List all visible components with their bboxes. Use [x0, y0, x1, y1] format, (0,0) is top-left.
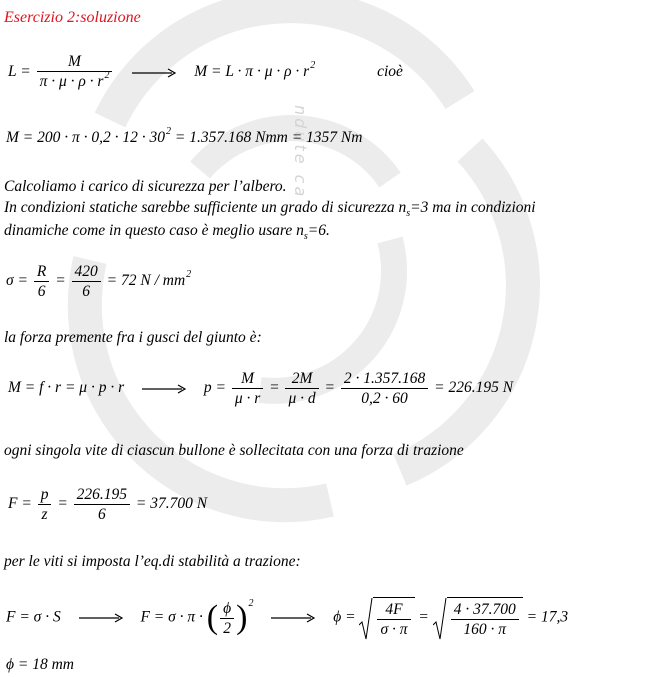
eq1-num: M — [37, 52, 113, 72]
arrow-icon — [79, 613, 123, 623]
equation-1 — [8, 52, 403, 93]
eq1-rhs: M = L · π · μ · ρ · r — [194, 63, 310, 81]
page-title: Esercizio 2:soluzione — [4, 9, 141, 26]
eq5-lhs: F = — [8, 495, 32, 513]
arrow-icon — [271, 613, 315, 623]
eq3-fraction-1: $\frac{R}{6}$ — [34, 262, 49, 301]
eq6-mid: F = σ · π · — [140, 608, 203, 626]
eq4-fraction-3: $\frac{2 \cdot 1.357.168}{0,2 \cdot 60}$ — [341, 369, 428, 408]
arrow-icon — [132, 68, 176, 78]
eq6-phi: ϕ = — [333, 608, 356, 626]
para1-line1: Calcoliamo i carico di sicurezza per l’albero. — [4, 178, 287, 195]
eq6-left: F = σ · S — [6, 608, 61, 626]
sqrt-1: $\frac{4F}{\sigma \cdot \pi}$ — [359, 597, 414, 639]
equation-6: F = σ · S F = σ · π · ( $\frac{\phi}{2}$ )$^2$ ϕ = $\frac{4F}{\sigma \cdot \pi}$ = $\frac{4 \cdot 37.700}{160 \cdot \pi}$ = 17,3 — [6, 597, 569, 638]
eq3-rhs: = 72 N / mm — [106, 272, 186, 290]
eq1-lhs: L = — [8, 63, 31, 81]
eq1-den: $\pi \cdot \mu \cdot \rho \cdot r^2$ — [39, 70, 110, 90]
text-force: la forza premente fra i gusci del giunto è: — [4, 329, 262, 346]
equation-3: σ = $\frac{R}{6}$ = $\frac{420}{6}$ = 72 N / $mm^2$ — [6, 263, 192, 300]
para1-line2: In condizioni statiche sarebbe sufficiente un grado di sicurezza $n_s=3$ ma in condizioni — [4, 199, 536, 219]
eq4-left: M = f · r = μ · p · r — [8, 379, 125, 397]
arrow-icon — [142, 384, 186, 394]
text-bolt: ogni singola vite di ciascun bullone è sollecitata con una forza di trazione — [4, 442, 464, 459]
eq1-rhs-exp: 2 — [310, 60, 316, 72]
eq5-fraction-2: $\frac{226.195}{6}$ — [74, 485, 130, 524]
eq3-fraction-2: $\frac{420}{6}$ — [72, 262, 101, 301]
equation-2 — [6, 126, 363, 147]
eq3-lhs: σ = — [6, 272, 28, 290]
equation-4: M = f · r = μ · p · r p = $\frac{M}{\mu \cdot r}$ = $\frac{2M}{\mu \cdot d}$ = $\frac{2 \cdot 1.357.168}{0,2 \cdot 60}$ = 226.195 N — [8, 370, 514, 407]
text-stability: per le viti si imposta l’eq.di stabilità a trazione: — [4, 553, 301, 570]
eq1-word: cioè — [377, 63, 403, 81]
equation-5: F = $\frac{p}{z}$ = $\frac{226.195}{6}$ = 37.700 N — [8, 486, 208, 523]
eq5-fraction-1: $\frac{p}{z}$ — [38, 485, 52, 524]
eq6-paren-fraction: $\frac{\phi}{2}$ — [220, 599, 234, 638]
final-result: ϕ = 18 mm — [6, 656, 74, 673]
eq4-fraction-2: $\frac{2M}{\mu \cdot d}$ — [285, 369, 318, 408]
eq2-exp: 2 — [166, 126, 172, 137]
paragraph-safety — [4, 176, 536, 243]
eq1-fraction — [37, 52, 113, 93]
eq4-p: p = — [203, 379, 226, 397]
eq2-right: = 1.357.168 Nmm = 1357 Nm — [174, 129, 363, 146]
eq4-rhs: = 226.195 N — [434, 379, 514, 397]
eq6-rhs: = 17,3 — [526, 608, 569, 626]
para1-line3: dinamiche come in questo caso è meglio usare $n_s=6$. — [4, 222, 330, 242]
watermark-text: ndute ca — [291, 105, 310, 200]
eq2-left: M = 200 · π · 0,2 · 12 · 30 — [6, 129, 166, 146]
sqrt-2: $\frac{4 \cdot 37.700}{160 \cdot \pi}$ — [433, 597, 523, 639]
eq5-rhs: = 37.700 N — [135, 495, 208, 513]
eq4-fraction-1: $\frac{M}{\mu \cdot r}$ — [232, 369, 263, 408]
